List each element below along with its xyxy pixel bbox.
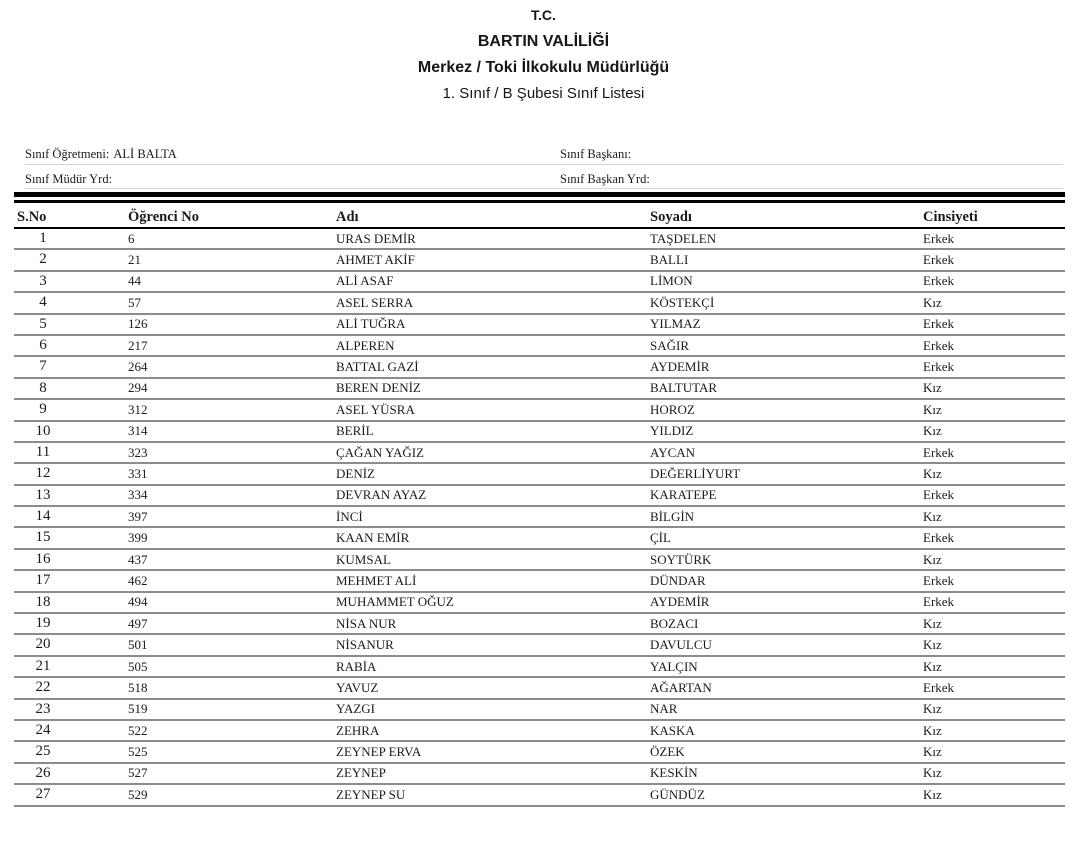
row-number-cell: 13: [14, 485, 128, 506]
gender-cell: Kız: [923, 656, 1065, 677]
gender-cell: Kız: [923, 463, 1065, 484]
first-name-cell: MUHAMMET OĞUZ: [336, 592, 650, 613]
last-name-cell: GÜNDÜZ: [650, 784, 923, 805]
first-name-cell: İNCİ: [336, 506, 650, 527]
row-number-cell: 20: [14, 634, 128, 655]
first-name-cell: KAAN EMİR: [336, 527, 650, 548]
student-no-cell: 331: [128, 463, 336, 484]
table-row: [14, 463, 1065, 484]
class-president-field: [560, 147, 1063, 164]
last-name-cell: NAR: [650, 699, 923, 720]
col-header-student-no: Öğrenci No: [128, 206, 336, 228]
gender-cell: Kız: [923, 634, 1065, 655]
last-name-cell: AĞARTAN: [650, 677, 923, 698]
table-row: [14, 249, 1065, 270]
student-no-cell: 501: [128, 634, 336, 655]
first-name-cell: YAVUZ: [336, 677, 650, 698]
last-name-cell: BİLGİN: [650, 506, 923, 527]
student-no-cell: 6: [128, 228, 336, 249]
class-teacher-field: [25, 147, 560, 164]
row-number-cell: 10: [14, 421, 128, 442]
student-no-cell: 494: [128, 592, 336, 613]
last-name-cell: ÖZEK: [650, 741, 923, 762]
first-name-cell: BEREN DENİZ: [336, 378, 650, 399]
vice-president-label: Sınıf Başkan Yrd:: [560, 172, 650, 186]
table-row: [14, 527, 1065, 548]
gender-cell: Kız: [923, 720, 1065, 741]
document-header: [0, 0, 1087, 103]
row-number-cell: 12: [14, 463, 128, 484]
first-name-cell: MEHMET ALİ: [336, 570, 650, 591]
last-name-cell: KARATEPE: [650, 485, 923, 506]
info-row-2: [25, 165, 1063, 189]
gender-cell: Erkek: [923, 570, 1065, 591]
vice-president-field: [560, 172, 1063, 188]
gender-cell: Kız: [923, 399, 1065, 420]
student-no-cell: 57: [128, 292, 336, 313]
last-name-cell: AYCAN: [650, 442, 923, 463]
first-name-cell: ALİ ASAF: [336, 271, 650, 292]
row-number-cell: 17: [14, 570, 128, 591]
gender-cell: Erkek: [923, 271, 1065, 292]
first-name-cell: ZEYNEP ERVA: [336, 741, 650, 762]
last-name-cell: KESKİN: [650, 763, 923, 784]
first-name-cell: AHMET AKİF: [336, 249, 650, 270]
table-row: [14, 656, 1065, 677]
row-number-cell: 5: [14, 314, 128, 335]
first-name-cell: ASEL YÜSRA: [336, 399, 650, 420]
table-row: [14, 356, 1065, 377]
col-header-last-name: Soyadı: [650, 206, 923, 228]
republic-title: T.C.: [531, 7, 556, 23]
row-number-cell: 3: [14, 271, 128, 292]
table-row: [14, 549, 1065, 570]
vice-principal-label: Sınıf Müdür Yrd:: [25, 172, 113, 186]
row-number-cell: 9: [14, 399, 128, 420]
first-name-cell: ÇAĞAN YAĞIZ: [336, 442, 650, 463]
last-name-cell: KÖSTEKÇİ: [650, 292, 923, 313]
row-number-cell: 16: [14, 549, 128, 570]
gender-cell: Erkek: [923, 228, 1065, 249]
gender-cell: Kız: [923, 292, 1065, 313]
table-row: [14, 677, 1065, 698]
first-name-cell: URAS DEMİR: [336, 228, 650, 249]
last-name-cell: YALÇIN: [650, 656, 923, 677]
row-number-cell: 23: [14, 699, 128, 720]
first-name-cell: DENİZ: [336, 463, 650, 484]
gender-cell: Kız: [923, 699, 1065, 720]
student-no-cell: 462: [128, 570, 336, 591]
gender-cell: Erkek: [923, 677, 1065, 698]
student-no-cell: 334: [128, 485, 336, 506]
table-row: [14, 399, 1065, 420]
table-row: [14, 613, 1065, 634]
student-no-cell: 522: [128, 720, 336, 741]
student-no-cell: 519: [128, 699, 336, 720]
table-row: [14, 271, 1065, 292]
table-row: [14, 784, 1065, 805]
first-name-cell: ZEHRA: [336, 720, 650, 741]
first-name-cell: DEVRAN AYAZ: [336, 485, 650, 506]
first-name-cell: YAZGI: [336, 699, 650, 720]
first-name-cell: KUMSAL: [336, 549, 650, 570]
last-name-cell: AYDEMİR: [650, 356, 923, 377]
student-no-cell: 437: [128, 549, 336, 570]
last-name-cell: DEĞERLİYURT: [650, 463, 923, 484]
table-row: [14, 763, 1065, 784]
row-number-cell: 1: [14, 228, 128, 249]
gender-cell: Kız: [923, 613, 1065, 634]
table-row: [14, 741, 1065, 762]
table-row: [14, 570, 1065, 591]
first-name-cell: ZEYNEP SU: [336, 784, 650, 805]
row-number-cell: 26: [14, 763, 128, 784]
student-no-cell: 525: [128, 741, 336, 762]
row-number-cell: 24: [14, 720, 128, 741]
student-no-cell: 518: [128, 677, 336, 698]
row-number-cell: 18: [14, 592, 128, 613]
first-name-cell: ZEYNEP: [336, 763, 650, 784]
row-number-cell: 21: [14, 656, 128, 677]
table-row: [14, 699, 1065, 720]
first-name-cell: BERİL: [336, 421, 650, 442]
gender-cell: Erkek: [923, 356, 1065, 377]
gender-cell: Erkek: [923, 335, 1065, 356]
gender-cell: Erkek: [923, 249, 1065, 270]
table-row: [14, 442, 1065, 463]
row-number-cell: 19: [14, 613, 128, 634]
last-name-cell: BALLI: [650, 249, 923, 270]
gender-cell: Kız: [923, 421, 1065, 442]
table-row: [14, 634, 1065, 655]
student-no-cell: 323: [128, 442, 336, 463]
table-row: [14, 592, 1065, 613]
last-name-cell: DAVULCU: [650, 634, 923, 655]
gender-cell: Kız: [923, 763, 1065, 784]
last-name-cell: SOYTÜRK: [650, 549, 923, 570]
student-no-cell: 529: [128, 784, 336, 805]
student-no-cell: 397: [128, 506, 336, 527]
student-table: [14, 206, 1065, 807]
last-name-cell: ÇİL: [650, 527, 923, 548]
row-number-cell: 22: [14, 677, 128, 698]
list-title: 1. Sınıf / B Şubesi Sınıf Listesi: [442, 85, 645, 102]
last-name-cell: AYDEMİR: [650, 592, 923, 613]
last-name-cell: LİMON: [650, 271, 923, 292]
student-no-cell: 217: [128, 335, 336, 356]
row-number-cell: 14: [14, 506, 128, 527]
row-number-cell: 11: [14, 442, 128, 463]
governorship-title: BARTIN VALİLİĞİ: [477, 33, 610, 50]
gender-cell: Erkek: [923, 485, 1065, 506]
last-name-cell: YILMAZ: [650, 314, 923, 335]
student-table-body: [14, 228, 1065, 806]
table-row: [14, 720, 1065, 741]
table-row: [14, 314, 1065, 335]
last-name-cell: TAŞDELEN: [650, 228, 923, 249]
first-name-cell: NİSA NUR: [336, 613, 650, 634]
last-name-cell: HOROZ: [650, 399, 923, 420]
row-number-cell: 15: [14, 527, 128, 548]
student-no-cell: 497: [128, 613, 336, 634]
gender-cell: Erkek: [923, 442, 1065, 463]
student-no-cell: 264: [128, 356, 336, 377]
first-name-cell: ALPEREN: [336, 335, 650, 356]
row-number-cell: 4: [14, 292, 128, 313]
student-no-cell: 294: [128, 378, 336, 399]
class-teacher-label: Sınıf Öğretmeni:: [25, 147, 110, 161]
gender-cell: Kız: [923, 549, 1065, 570]
first-name-cell: RABİA: [336, 656, 650, 677]
row-number-cell: 2: [14, 249, 128, 270]
gender-cell: Erkek: [923, 314, 1065, 335]
row-number-cell: 25: [14, 741, 128, 762]
table-row: [14, 292, 1065, 313]
row-number-cell: 6: [14, 335, 128, 356]
student-no-cell: 527: [128, 763, 336, 784]
student-no-cell: 312: [128, 399, 336, 420]
class-president-label: Sınıf Başkanı:: [560, 147, 632, 161]
last-name-cell: KASKA: [650, 720, 923, 741]
col-header-first-name: Adı: [336, 206, 650, 228]
section-divider: [14, 192, 1065, 203]
last-name-cell: BALTUTAR: [650, 378, 923, 399]
gender-cell: Kız: [923, 506, 1065, 527]
vice-principal-field: [25, 172, 560, 188]
table-row: [14, 421, 1065, 442]
last-name-cell: DÜNDAR: [650, 570, 923, 591]
table-row: [14, 228, 1065, 249]
col-header-gender: Cinsiyeti: [923, 206, 1065, 228]
gender-cell: Kız: [923, 378, 1065, 399]
col-header-sno: S.No: [14, 206, 128, 228]
row-number-cell: 7: [14, 356, 128, 377]
first-name-cell: BATTAL GAZİ: [336, 356, 650, 377]
table-row: [14, 485, 1065, 506]
school-title: Merkez / Toki İlkokulu Müdürlüğü: [417, 59, 670, 76]
gender-cell: Kız: [923, 784, 1065, 805]
row-number-cell: 8: [14, 378, 128, 399]
info-block: [25, 147, 1063, 189]
student-no-cell: 21: [128, 249, 336, 270]
row-number-cell: 27: [14, 784, 128, 805]
info-row-1: [25, 147, 1063, 165]
last-name-cell: BOZACI: [650, 613, 923, 634]
first-name-cell: ALİ TUĞRA: [336, 314, 650, 335]
student-no-cell: 44: [128, 271, 336, 292]
gender-cell: Erkek: [923, 592, 1065, 613]
gender-cell: Erkek: [923, 527, 1065, 548]
student-no-cell: 505: [128, 656, 336, 677]
last-name-cell: SAĞIR: [650, 335, 923, 356]
last-name-cell: YILDIZ: [650, 421, 923, 442]
header-row: [14, 206, 1065, 228]
first-name-cell: NİSANUR: [336, 634, 650, 655]
gender-cell: Kız: [923, 741, 1065, 762]
table-row: [14, 378, 1065, 399]
table-row: [14, 506, 1065, 527]
student-table-header: [14, 206, 1065, 228]
student-no-cell: 314: [128, 421, 336, 442]
student-no-cell: 399: [128, 527, 336, 548]
class-teacher-value: ALİ BALTA: [113, 147, 177, 161]
student-no-cell: 126: [128, 314, 336, 335]
first-name-cell: ASEL SERRA: [336, 292, 650, 313]
table-row: [14, 335, 1065, 356]
